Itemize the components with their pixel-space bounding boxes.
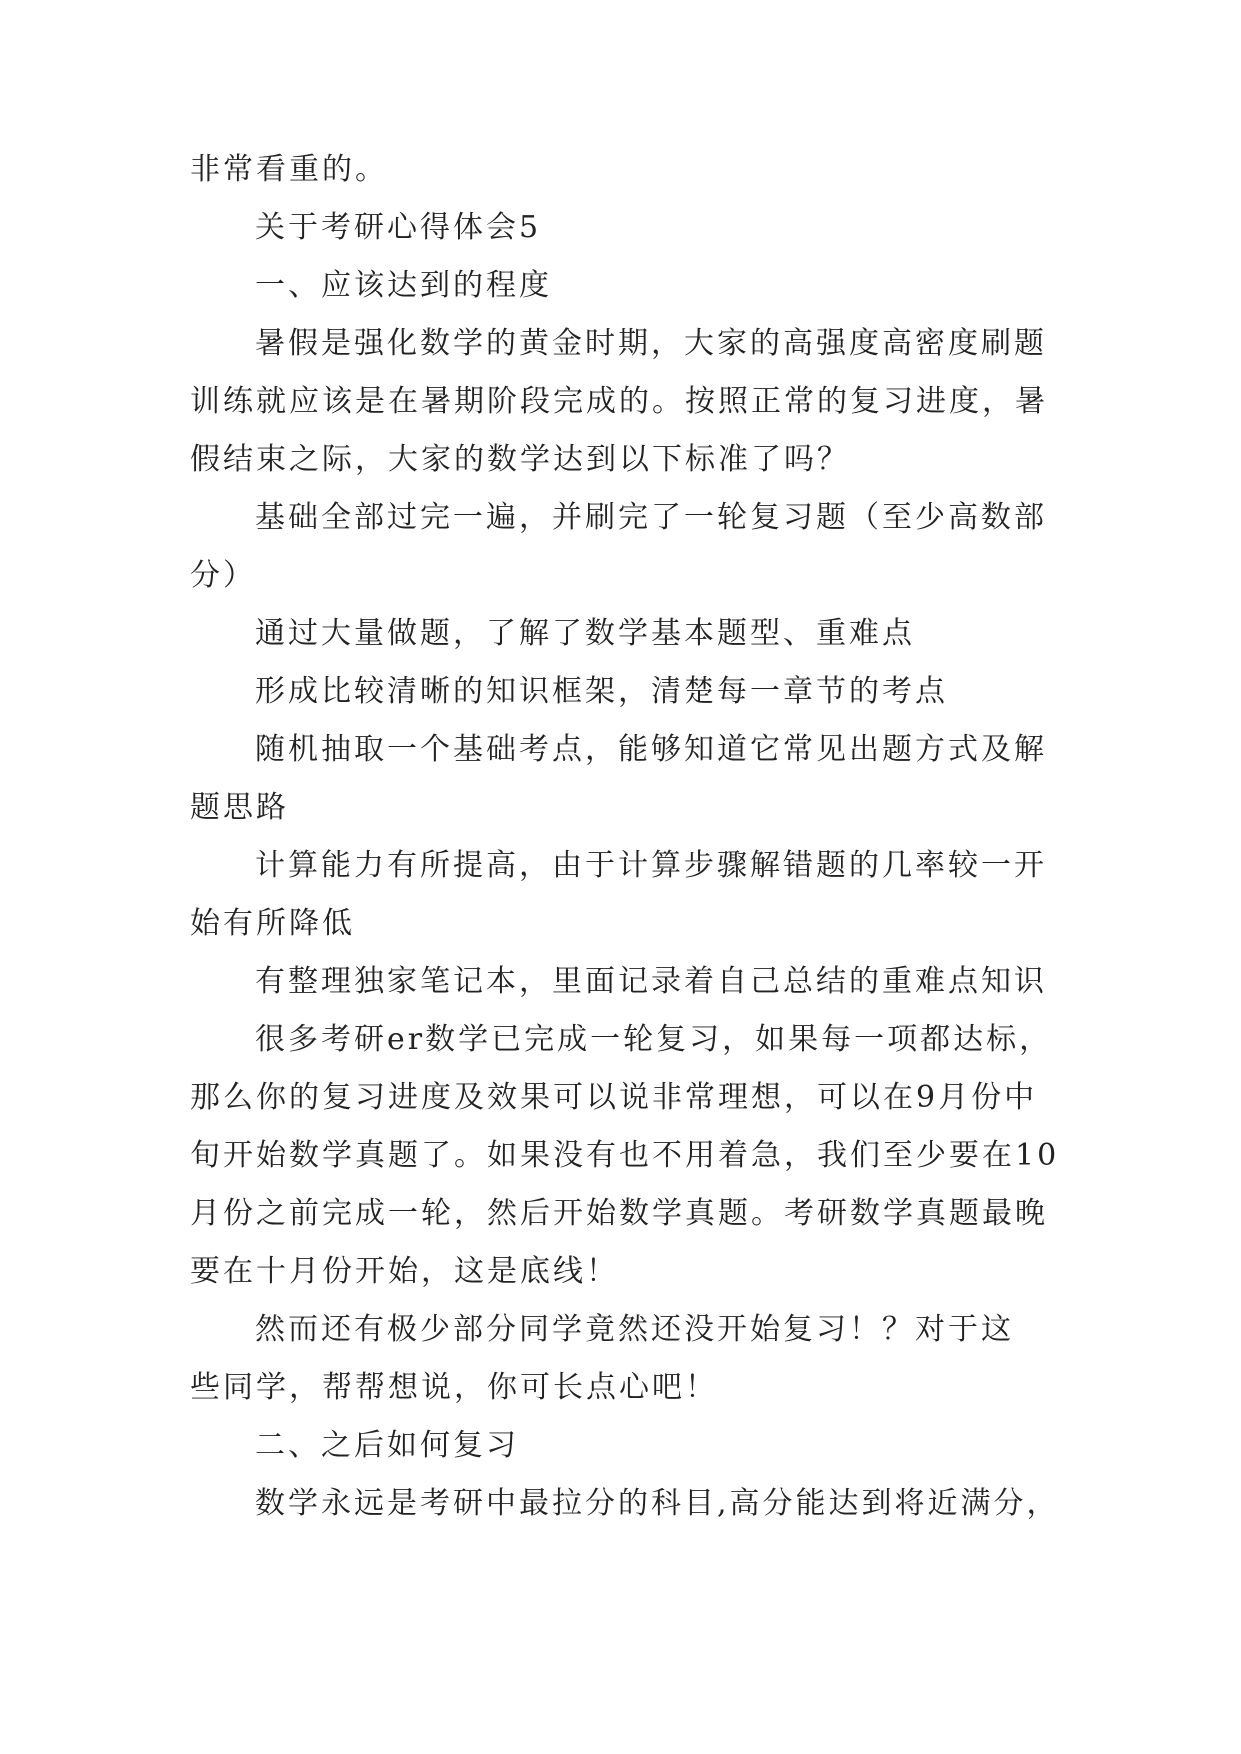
text-line: 旬开始数学真题了。如果没有也不用着急，我们至少要在10 bbox=[190, 1138, 1060, 1173]
text-line: 通过大量做题，了解了数学基本题型、重难点 bbox=[255, 616, 915, 651]
text-line: 些同学，帮帮想说，你可长点心吧！ bbox=[190, 1370, 718, 1405]
text-line: 数学永远是考研中最拉分的科目,高分能达到将近满分， bbox=[255, 1486, 1060, 1521]
text-line: 训练就应该是在暑期阶段完成的。按照正常的复习进度，暑 bbox=[190, 384, 1048, 419]
text-line: 然而还有极少部分同学竟然还没开始复习！？对于这 bbox=[255, 1312, 1014, 1347]
text-line: 一、应该达到的程度 bbox=[255, 268, 552, 303]
text-line: 有整理独家笔记本，里面记录着自己总结的重难点知识 bbox=[255, 964, 1047, 999]
text-line: 形成比较清晰的知识框架，清楚每一章节的考点 bbox=[255, 674, 948, 709]
text-line: 基础全部过完一遍，并刷完了一轮复习题（至少高数部 bbox=[255, 500, 1047, 535]
text-line: 题思路 bbox=[190, 790, 289, 825]
text-line: 始有所降低 bbox=[190, 906, 355, 941]
text-line: 分） bbox=[190, 558, 256, 593]
text-line: 月份之前完成一轮，然后开始数学真题。考研数学真题最晚 bbox=[190, 1196, 1048, 1231]
text-line: 非常看重的。 bbox=[190, 152, 388, 187]
text-line: 很多考研er数学已完成一轮复习，如果每一项都达标， bbox=[255, 1022, 1053, 1057]
text-line: 计算能力有所提高，由于计算步骤解错题的几率较一开 bbox=[255, 848, 1047, 883]
text-line: 随机抽取一个基础考点，能够知道它常见出题方式及解 bbox=[255, 732, 1047, 767]
text-line: 二、之后如何复习 bbox=[255, 1428, 519, 1463]
text-line: 关于考研心得体会5 bbox=[255, 210, 542, 245]
text-line: 暑假是强化数学的黄金时期，大家的高强度高密度刷题 bbox=[255, 326, 1047, 361]
text-line: 那么你的复习进度及效果可以说非常理想，可以在9月份中 bbox=[190, 1080, 1038, 1115]
text-line: 要在十月份开始，这是底线！ bbox=[190, 1254, 619, 1289]
text-line: 假结束之际，大家的数学达到以下标准了吗？ bbox=[190, 442, 850, 477]
